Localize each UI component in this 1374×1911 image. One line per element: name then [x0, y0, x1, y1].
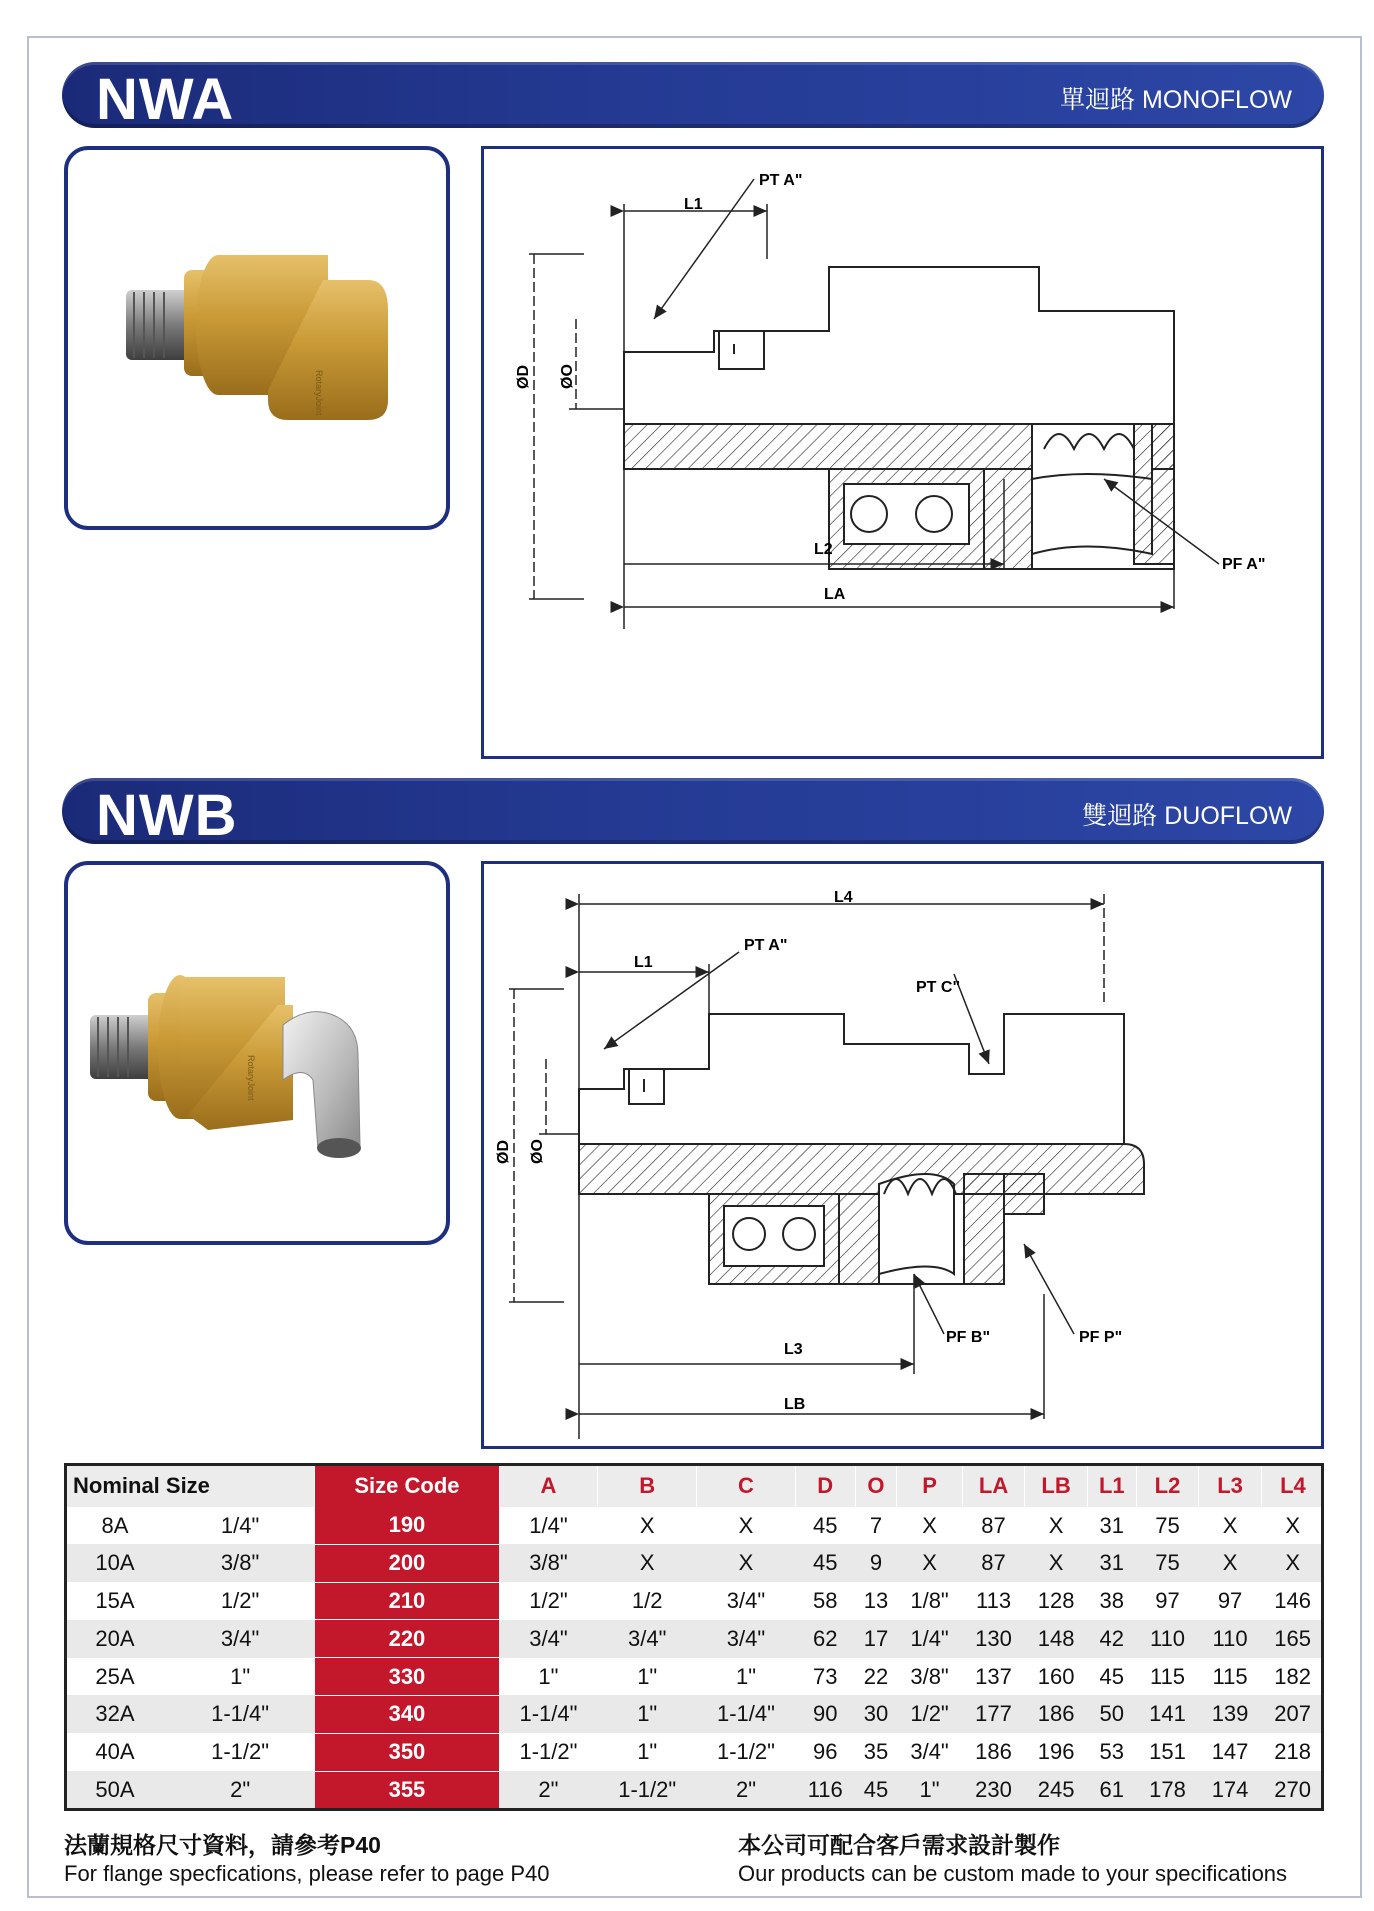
dimension-cell: 110	[1136, 1620, 1199, 1658]
dimension-cell: 141	[1136, 1695, 1199, 1733]
dimension-cell: 1-1/2"	[519, 1739, 578, 1765]
header-col-lb: LB	[1025, 1465, 1088, 1507]
nwa-subtitle: 單迴路 MONOFLOW	[1060, 86, 1292, 114]
nominal-inch-cell: 1/4"	[220, 1512, 260, 1538]
dimension-cell: 196	[1037, 1739, 1075, 1765]
nominal-size-cell: 50A	[65, 1771, 166, 1809]
nominal-size-cell: 8A	[101, 1512, 129, 1538]
dimension-cell: 31	[1087, 1544, 1136, 1582]
header-col-l2: L2	[1136, 1465, 1199, 1507]
size-code-cell: 350	[315, 1733, 499, 1771]
dimension-cell: X	[738, 1512, 754, 1538]
nwb-label-pf-p: PF P"	[1079, 1329, 1123, 1346]
nwa-label-l1: L1	[684, 196, 703, 213]
dimension-cell: 17	[855, 1620, 897, 1658]
table-row	[65, 1695, 1325, 1733]
header-col-l1: L1	[1087, 1465, 1136, 1507]
nwb-product-illustration	[68, 865, 446, 1241]
dimension-cell: 61	[1087, 1771, 1136, 1809]
dimension-cell: 3/8"	[499, 1544, 598, 1582]
dimension-cell: 1"	[735, 1663, 756, 1689]
dimension-cell: 1/2	[631, 1587, 663, 1613]
dimension-cell: 35	[863, 1739, 889, 1765]
dimension-cell: X	[1199, 1544, 1262, 1582]
dimension-cell: 87	[962, 1544, 1025, 1582]
dimension-cell: 113	[976, 1587, 1012, 1613]
dimension-cell: 128	[1037, 1587, 1075, 1613]
nwb-label-phi-o: ØO	[529, 1139, 546, 1164]
size-code-cell: 210	[315, 1582, 499, 1620]
header-col-l3: L3	[1199, 1465, 1262, 1507]
dimension-cell: 2"	[499, 1771, 598, 1809]
nwa-label-pf-a: PF A"	[1222, 556, 1266, 573]
dimension-cell: 110	[1199, 1620, 1262, 1658]
header-col-a: A	[499, 1465, 598, 1507]
dimension-cell: 147	[1211, 1739, 1249, 1765]
size-code-cell: 340	[315, 1695, 499, 1733]
custom-note-cn: 本公司可配合客戶需求設計製作	[738, 1832, 1060, 1858]
dimension-cell: 96	[813, 1739, 838, 1765]
nwb-label-pf-b: PF B"	[946, 1329, 991, 1346]
header-col-la: LA	[962, 1465, 1025, 1507]
nominal-size-cell: 40A	[95, 1739, 135, 1765]
dimension-cell: 245	[1025, 1771, 1088, 1809]
nwa-label-pt-a: PT A"	[759, 172, 803, 189]
table-row	[65, 1582, 1325, 1620]
dimension-cell: 45	[795, 1544, 855, 1582]
spec-table	[64, 1465, 1324, 1809]
dimension-cell: 160	[1037, 1663, 1075, 1689]
nominal-inch-cell: 1-1/2"	[211, 1739, 270, 1765]
size-code-cell: 200	[315, 1544, 499, 1582]
dimension-cell: 2"	[697, 1771, 796, 1809]
nominal-inch-cell: 3/8"	[165, 1544, 314, 1582]
dimension-cell: 3/4"	[910, 1739, 949, 1765]
header-col-c: C	[697, 1465, 796, 1507]
dimension-cell: 62	[795, 1620, 855, 1658]
dimension-cell: 148	[1025, 1620, 1088, 1658]
flange-note-en: For flange specfications, please refer to page P40	[64, 1861, 550, 1886]
dimension-cell: X	[1261, 1544, 1324, 1582]
dimension-cell: X	[1285, 1512, 1300, 1538]
nwb-technical-drawing	[481, 861, 1324, 1449]
nwa-banner	[62, 62, 1324, 132]
dimension-cell: 45	[1099, 1663, 1125, 1689]
nwa-label-l2: L2	[814, 541, 833, 558]
nwb-product-photo	[64, 861, 450, 1245]
dimension-cell: 45	[813, 1512, 838, 1538]
dimension-cell: 75	[1155, 1512, 1180, 1538]
flange-note-cn: 法蘭規格尺寸資料，請參考P40	[64, 1832, 381, 1858]
dimension-cell: 22	[863, 1663, 889, 1689]
dimension-cell: 230	[962, 1771, 1025, 1809]
dimension-cell: 186	[1025, 1695, 1088, 1733]
dimension-cell: 1"	[598, 1695, 697, 1733]
dimension-cell: 178	[1136, 1771, 1199, 1809]
dimension-cell: 1"	[538, 1663, 559, 1689]
dimension-cell: 1"	[897, 1771, 962, 1809]
nwb-subtitle: 雙迴路 DUOFLOW	[1082, 802, 1292, 830]
nwa-label-phi-o: ØO	[559, 364, 576, 389]
header-nominal-size: Nominal Size	[65, 1465, 315, 1507]
nominal-size-cell: 15A	[95, 1587, 135, 1613]
dimension-cell: X	[1222, 1512, 1238, 1538]
nominal-inch-cell: 1-1/4"	[165, 1695, 314, 1733]
nwa-label-phi-d: ØD	[515, 365, 532, 389]
dimension-cell: 97	[1155, 1587, 1180, 1613]
nominal-inch-cell: 1"	[230, 1663, 251, 1689]
table-row	[65, 1507, 1325, 1544]
header-size-code: Size Code	[315, 1465, 499, 1507]
size-code-cell: 190	[315, 1507, 499, 1544]
dimension-cell: 90	[795, 1695, 855, 1733]
nominal-size-cell: 32A	[65, 1695, 166, 1733]
nwb-banner	[62, 778, 1324, 848]
nominal-inch-cell: 1/2"	[220, 1587, 260, 1613]
dimension-cell: 3/4"	[697, 1620, 796, 1658]
dimension-cell: 7	[869, 1512, 883, 1538]
nwb-label-lb: LB	[784, 1396, 806, 1413]
nominal-size-cell: 25A	[95, 1663, 135, 1689]
dimension-cell: 115	[1212, 1663, 1248, 1689]
dimension-cell: 1-1/4"	[499, 1695, 598, 1733]
nwa-product-illustration	[68, 150, 446, 526]
dimension-cell: 73	[813, 1663, 838, 1689]
size-code-cell: 355	[315, 1771, 499, 1809]
dimension-cell: 165	[1261, 1620, 1324, 1658]
dimension-cell: 9	[855, 1544, 897, 1582]
table-row	[65, 1771, 1325, 1809]
dimension-cell: 1"	[637, 1739, 658, 1765]
dimension-cell: 75	[1136, 1544, 1199, 1582]
dimension-cell: 116	[795, 1771, 855, 1809]
table-row	[65, 1620, 1325, 1658]
dimension-cell: 137	[975, 1663, 1012, 1689]
dimension-cell: 1-1/2"	[598, 1771, 697, 1809]
dimension-cell: 38	[1099, 1587, 1125, 1613]
nwa-title: NWA	[96, 67, 235, 132]
dimension-cell: 87	[981, 1512, 1006, 1538]
nominal-inch-cell: 3/4"	[165, 1620, 314, 1658]
dimension-cell: 53	[1099, 1739, 1125, 1765]
svg-text:RotaryJoint: RotaryJoint	[246, 1055, 256, 1101]
nwb-label-l1: L1	[634, 954, 653, 971]
dimension-cell: 45	[855, 1771, 897, 1809]
table-row	[65, 1658, 1325, 1696]
dimension-cell: 151	[1149, 1739, 1186, 1765]
dimension-cell: 207	[1261, 1695, 1324, 1733]
dimension-cell: 13	[863, 1587, 889, 1613]
dimension-cell: 146	[1274, 1587, 1312, 1613]
nominal-inch-cell: 2"	[165, 1771, 314, 1809]
table-row	[65, 1733, 1325, 1771]
dimension-cell: 3/4"	[726, 1587, 766, 1613]
nwb-label-pt-a: PT A"	[744, 937, 788, 954]
size-code-cell: 220	[315, 1620, 499, 1658]
dimension-cell: X	[922, 1512, 937, 1538]
dimension-cell: X	[897, 1544, 962, 1582]
dimension-cell: 1-1/4"	[697, 1695, 796, 1733]
dimension-cell: 3/4"	[598, 1620, 697, 1658]
nominal-size-cell: 10A	[65, 1544, 166, 1582]
nwa-technical-drawing	[481, 146, 1324, 759]
nominal-size-cell: 20A	[65, 1620, 166, 1658]
dimension-cell: 50	[1087, 1695, 1136, 1733]
dimension-cell: 3/4"	[499, 1620, 598, 1658]
dimension-cell: 30	[855, 1695, 897, 1733]
header-col-p: P	[897, 1465, 962, 1507]
nwb-label-pt-c: PT C"	[916, 979, 961, 996]
svg-text:RotaryJoint: RotaryJoint	[314, 370, 324, 416]
dimension-cell: 1-1/2"	[716, 1739, 775, 1765]
dimension-cell: 270	[1261, 1771, 1324, 1809]
spec-table-header	[65, 1465, 1325, 1507]
dimension-cell: 182	[1274, 1663, 1312, 1689]
header-col-l4: L4	[1261, 1465, 1324, 1507]
dimension-cell: 139	[1199, 1695, 1262, 1733]
dimension-cell: 174	[1199, 1771, 1262, 1809]
dimension-cell: 42	[1087, 1620, 1136, 1658]
dimension-cell: X	[639, 1512, 655, 1538]
dimension-cell: 1/4"	[897, 1620, 962, 1658]
dimension-cell: 58	[813, 1587, 838, 1613]
nwb-label-l4: L4	[834, 889, 853, 906]
dimension-cell: 218	[1274, 1739, 1312, 1765]
dimension-cell: 3/8"	[910, 1663, 949, 1689]
dimension-cell: X	[1025, 1544, 1088, 1582]
dimension-cell: X	[697, 1544, 796, 1582]
dimension-cell: 177	[962, 1695, 1025, 1733]
custom-note-en: Our products can be custom made to your specifications	[738, 1861, 1288, 1886]
dimension-cell: X	[598, 1544, 697, 1582]
nwa-product-photo	[64, 146, 450, 530]
header-col-d: D	[795, 1465, 855, 1507]
header-col-b: B	[598, 1465, 697, 1507]
nwb-title: NWB	[96, 783, 238, 848]
dimension-cell: 31	[1099, 1512, 1125, 1538]
nwa-label-la: LA	[824, 586, 846, 603]
dimension-cell: 1/4"	[529, 1512, 568, 1538]
dimension-cell: 186	[975, 1739, 1012, 1765]
dimension-cell: X	[1048, 1512, 1064, 1538]
dimension-cell: 1"	[637, 1663, 658, 1689]
size-code-cell: 330	[315, 1658, 499, 1696]
dimension-cell: 130	[962, 1620, 1025, 1658]
table-row	[65, 1544, 1325, 1582]
dimension-cell: 1/2"	[897, 1695, 962, 1733]
dimension-cell: 1/2"	[529, 1587, 568, 1613]
header-col-o: O	[855, 1465, 897, 1507]
dimension-cell: 115	[1149, 1663, 1186, 1689]
dimension-cell: 1/8"	[910, 1587, 949, 1613]
nwb-label-phi-d: ØD	[495, 1140, 512, 1164]
nwb-label-l3: L3	[784, 1341, 803, 1358]
dimension-cell: 97	[1217, 1587, 1243, 1613]
